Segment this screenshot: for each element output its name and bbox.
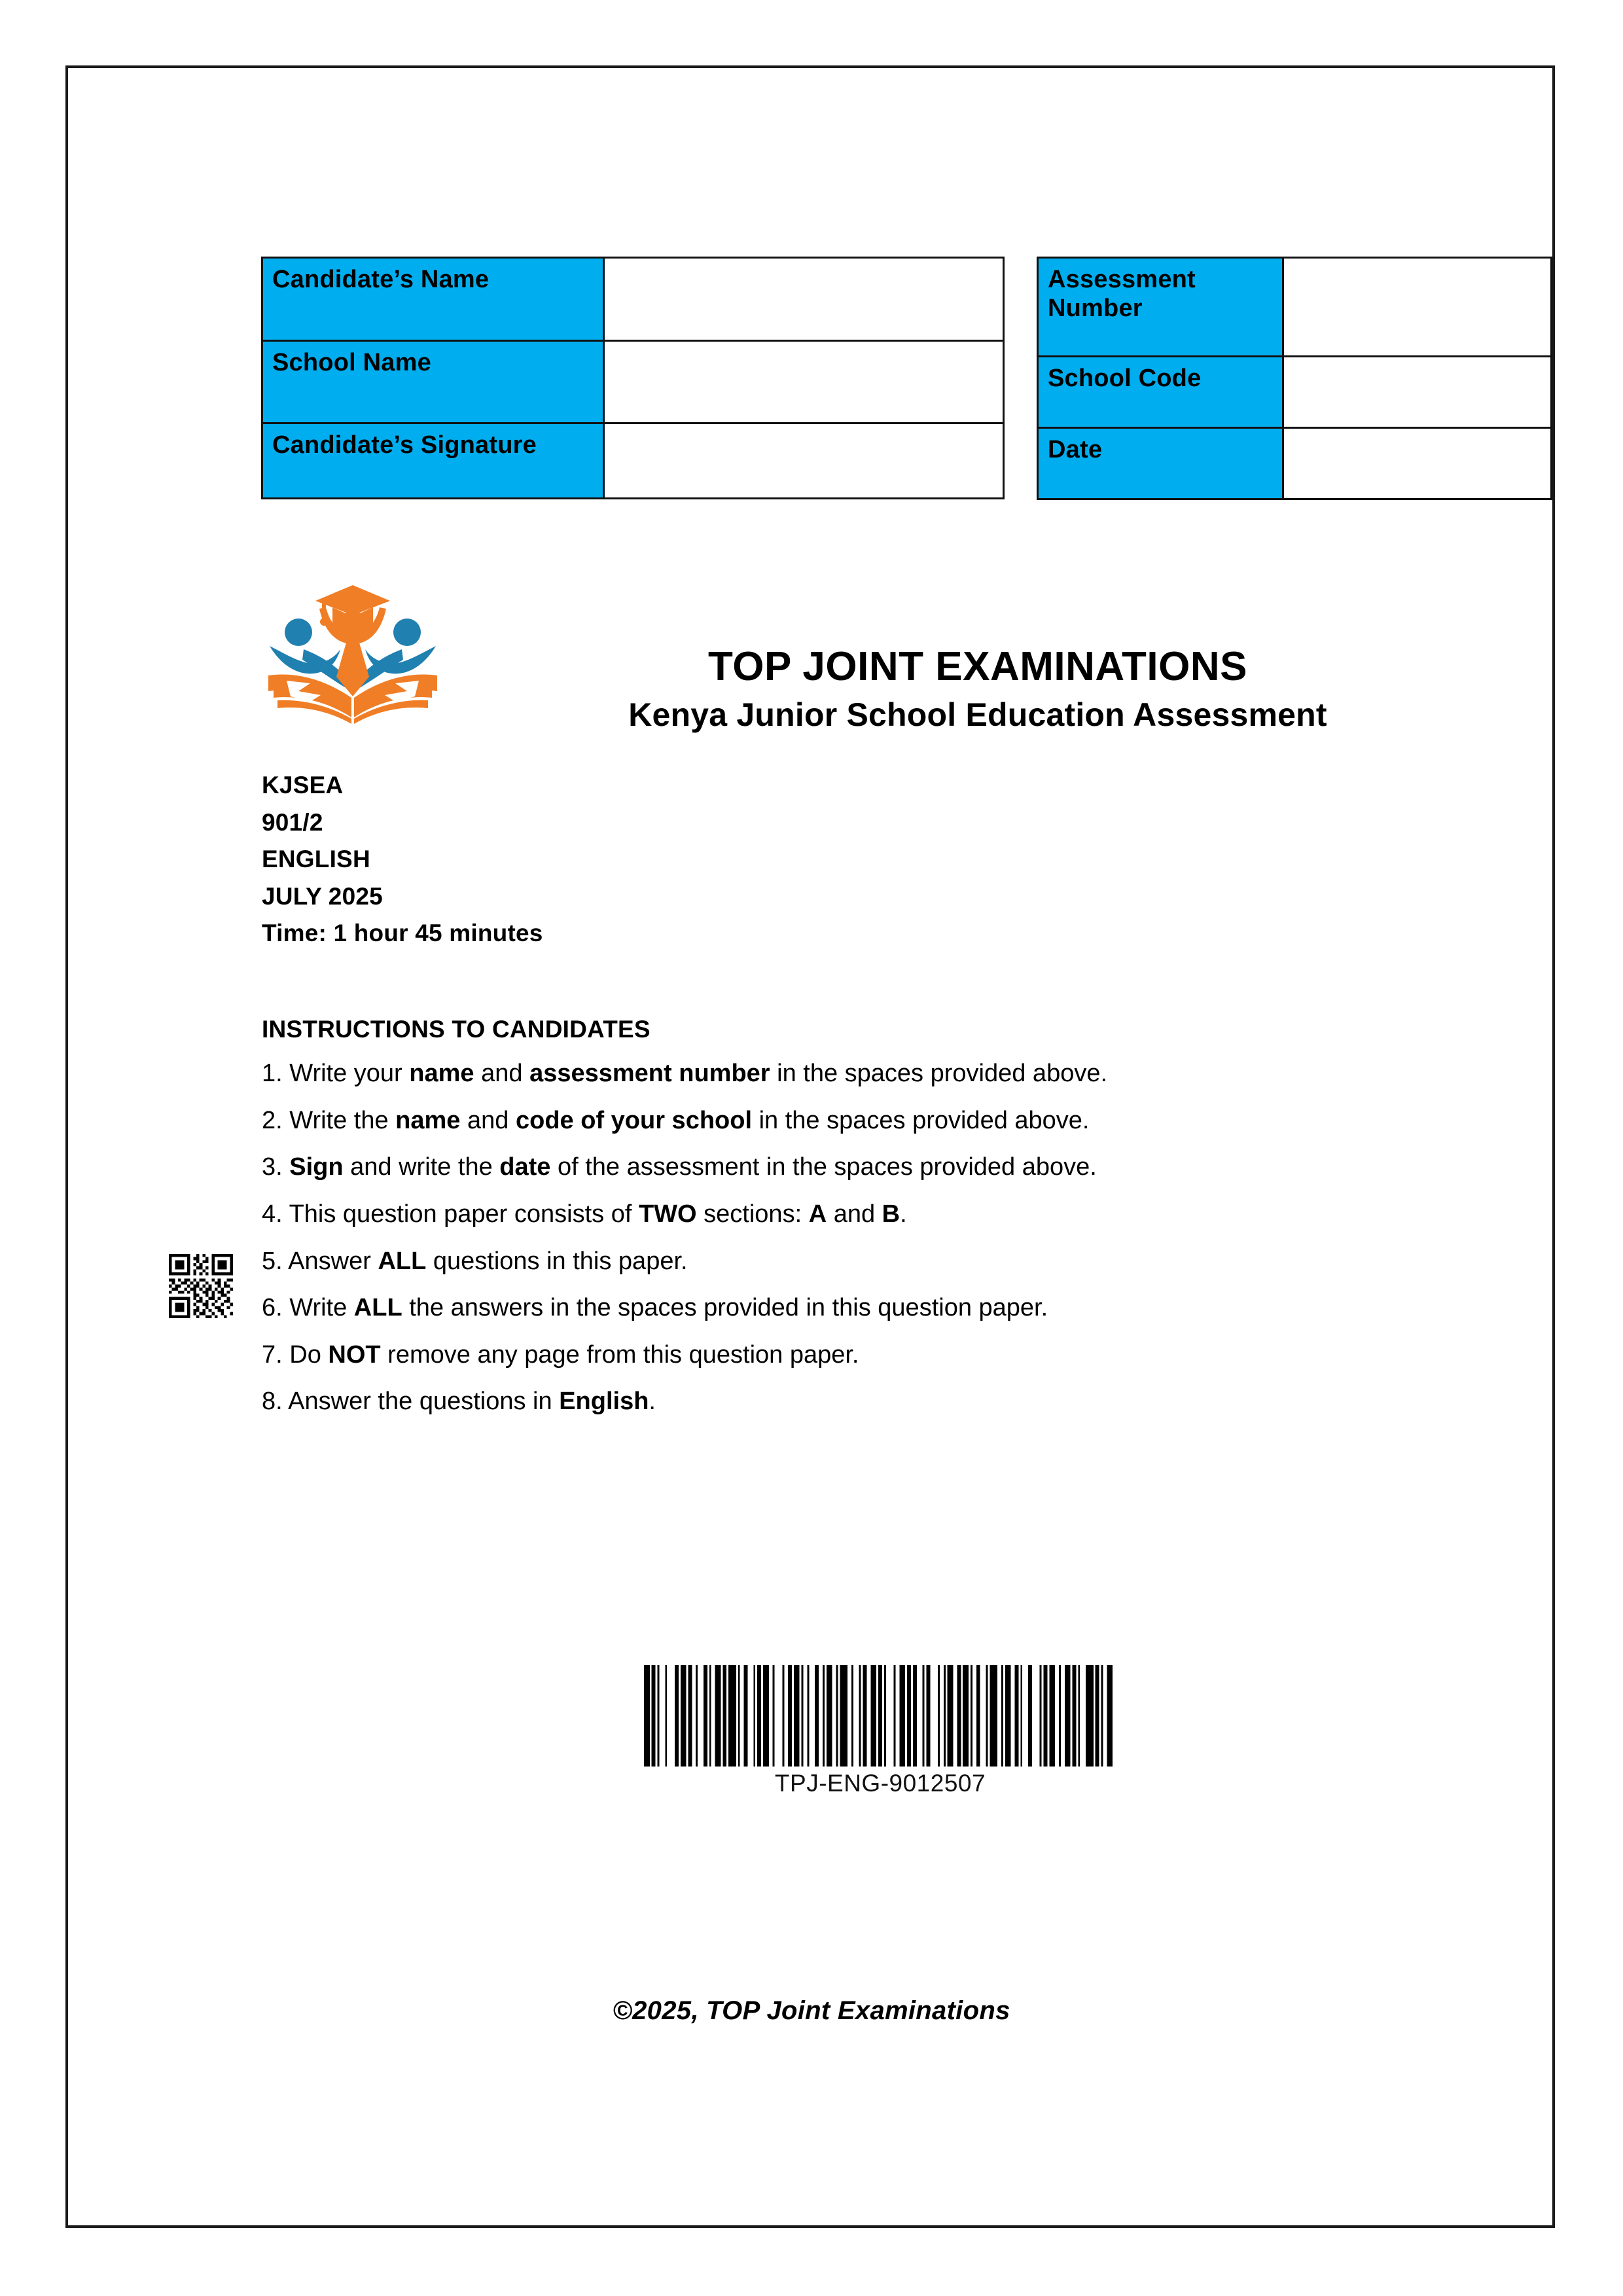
instruction-number: 4. <box>262 1200 283 1228</box>
instruction-text: Answer the questions in <box>282 1388 560 1416</box>
qr-code <box>169 1254 233 1318</box>
assessment-number-field[interactable] <box>1283 258 1552 357</box>
instruction-text: . <box>900 1200 907 1228</box>
date-field[interactable] <box>1283 428 1552 499</box>
instruction-item-7 <box>262 1339 1505 1371</box>
instruction-text: and write the <box>343 1153 500 1181</box>
school-code-label: School Code <box>1038 357 1283 428</box>
instruction-text: and <box>474 1060 530 1087</box>
instruction-emphasis: TWO <box>638 1200 697 1228</box>
table-row <box>262 341 1004 423</box>
paper-code: 901/2 <box>262 808 323 836</box>
instruction-text: Write the <box>282 1106 396 1134</box>
instruction-emphasis: code of your school <box>515 1106 753 1134</box>
instruction-text: and <box>460 1106 516 1134</box>
instruction-emphasis: name <box>395 1106 461 1134</box>
instruction-item-1 <box>262 1058 1505 1090</box>
instruction-number: 8. <box>262 1388 283 1416</box>
instruction-emphasis: Sign <box>289 1153 344 1181</box>
instructions-heading: INSTRUCTIONS TO CANDIDATES <box>262 1016 651 1043</box>
instruction-item-5 <box>262 1246 1505 1278</box>
instruction-text: sections: <box>696 1200 809 1228</box>
instruction-text: in the spaces provided above. <box>752 1106 1090 1134</box>
instruction-number: 2. <box>262 1106 283 1134</box>
paper-meta <box>262 767 543 952</box>
barcode-text: TPJ-ENG-9012507 <box>774 1770 986 1797</box>
instruction-number: 7. <box>262 1340 283 1369</box>
instruction-emphasis: assessment number <box>529 1060 770 1087</box>
instruction-text: Write <box>282 1294 354 1322</box>
barcode <box>644 1665 1116 1767</box>
instruction-text: Answer <box>282 1247 378 1275</box>
instruction-number: 5. <box>262 1247 283 1275</box>
instruction-emphasis: date <box>499 1153 551 1181</box>
instructions-section <box>262 1016 1505 1433</box>
paper-level: KJSEA <box>262 772 344 798</box>
instruction-emphasis: B <box>882 1200 901 1228</box>
instructions-list <box>262 1058 1505 1418</box>
table-row <box>1038 357 1552 428</box>
instruction-emphasis: ALL <box>353 1294 402 1322</box>
instruction-emphasis: English <box>559 1388 649 1416</box>
page-subtitle: Kenya Junior School Education Assessment <box>628 696 1327 734</box>
instruction-text: remove any page from this question paper. <box>380 1340 859 1369</box>
top-joint-examinations-logo <box>264 572 441 726</box>
date-label: Date <box>1038 428 1283 499</box>
instruction-text: in the spaces provided above. <box>770 1060 1108 1087</box>
instruction-item-3 <box>262 1151 1505 1183</box>
instruction-text: This question paper consists of <box>282 1200 639 1228</box>
page-border <box>65 65 1555 2228</box>
table-row <box>1038 258 1552 357</box>
school-name-field[interactable] <box>604 341 1004 423</box>
assessment-details-table <box>1037 257 1552 500</box>
school-code-field[interactable] <box>1283 357 1552 428</box>
instruction-item-8 <box>262 1386 1505 1418</box>
instruction-text <box>283 1153 290 1181</box>
instruction-emphasis: ALL <box>378 1247 427 1275</box>
page-title: TOP JOINT EXAMINATIONS <box>708 644 1247 689</box>
paper-subject: ENGLISH <box>262 846 370 873</box>
instruction-number: 1. <box>262 1060 283 1087</box>
school-name-label: School Name <box>262 341 604 423</box>
instruction-emphasis: NOT <box>328 1340 381 1369</box>
instruction-number: 6. <box>262 1294 283 1322</box>
assessment-number-label: Assessment Number <box>1038 258 1283 357</box>
instruction-item-4 <box>262 1198 1505 1230</box>
barcode-block <box>644 1665 1116 1797</box>
paper-session: JULY 2025 <box>262 882 383 910</box>
candidate-name-label: Candidate’s Name <box>262 258 604 341</box>
instruction-text: Write your <box>282 1060 410 1087</box>
instruction-item-2 <box>262 1105 1505 1137</box>
instruction-emphasis: name <box>409 1060 474 1087</box>
table-row <box>1038 428 1552 499</box>
instruction-text: and <box>827 1200 882 1228</box>
instruction-text: of the assessment in the spaces provided above. <box>550 1153 1097 1181</box>
table-row <box>262 423 1004 499</box>
instruction-emphasis: A <box>808 1200 827 1228</box>
table-row <box>262 258 1004 341</box>
instruction-text: the answers in the spaces provided in this question paper. <box>402 1294 1048 1322</box>
candidate-signature-label: Candidate’s Signature <box>262 423 604 499</box>
instruction-text: questions in this paper. <box>426 1247 688 1275</box>
instruction-item-6 <box>262 1292 1505 1324</box>
exam-heading <box>435 644 1521 734</box>
candidate-signature-field[interactable] <box>604 423 1004 499</box>
paper-time: Time: 1 hour 45 minutes <box>262 920 543 947</box>
footer-copyright: ©2025, TOP Joint Examinations <box>613 1996 1010 2025</box>
instruction-text: . <box>649 1388 656 1416</box>
instruction-text: Do <box>282 1340 329 1369</box>
instruction-number: 3. <box>262 1153 283 1181</box>
candidate-details-table <box>261 257 1005 499</box>
candidate-name-field[interactable] <box>604 258 1004 341</box>
